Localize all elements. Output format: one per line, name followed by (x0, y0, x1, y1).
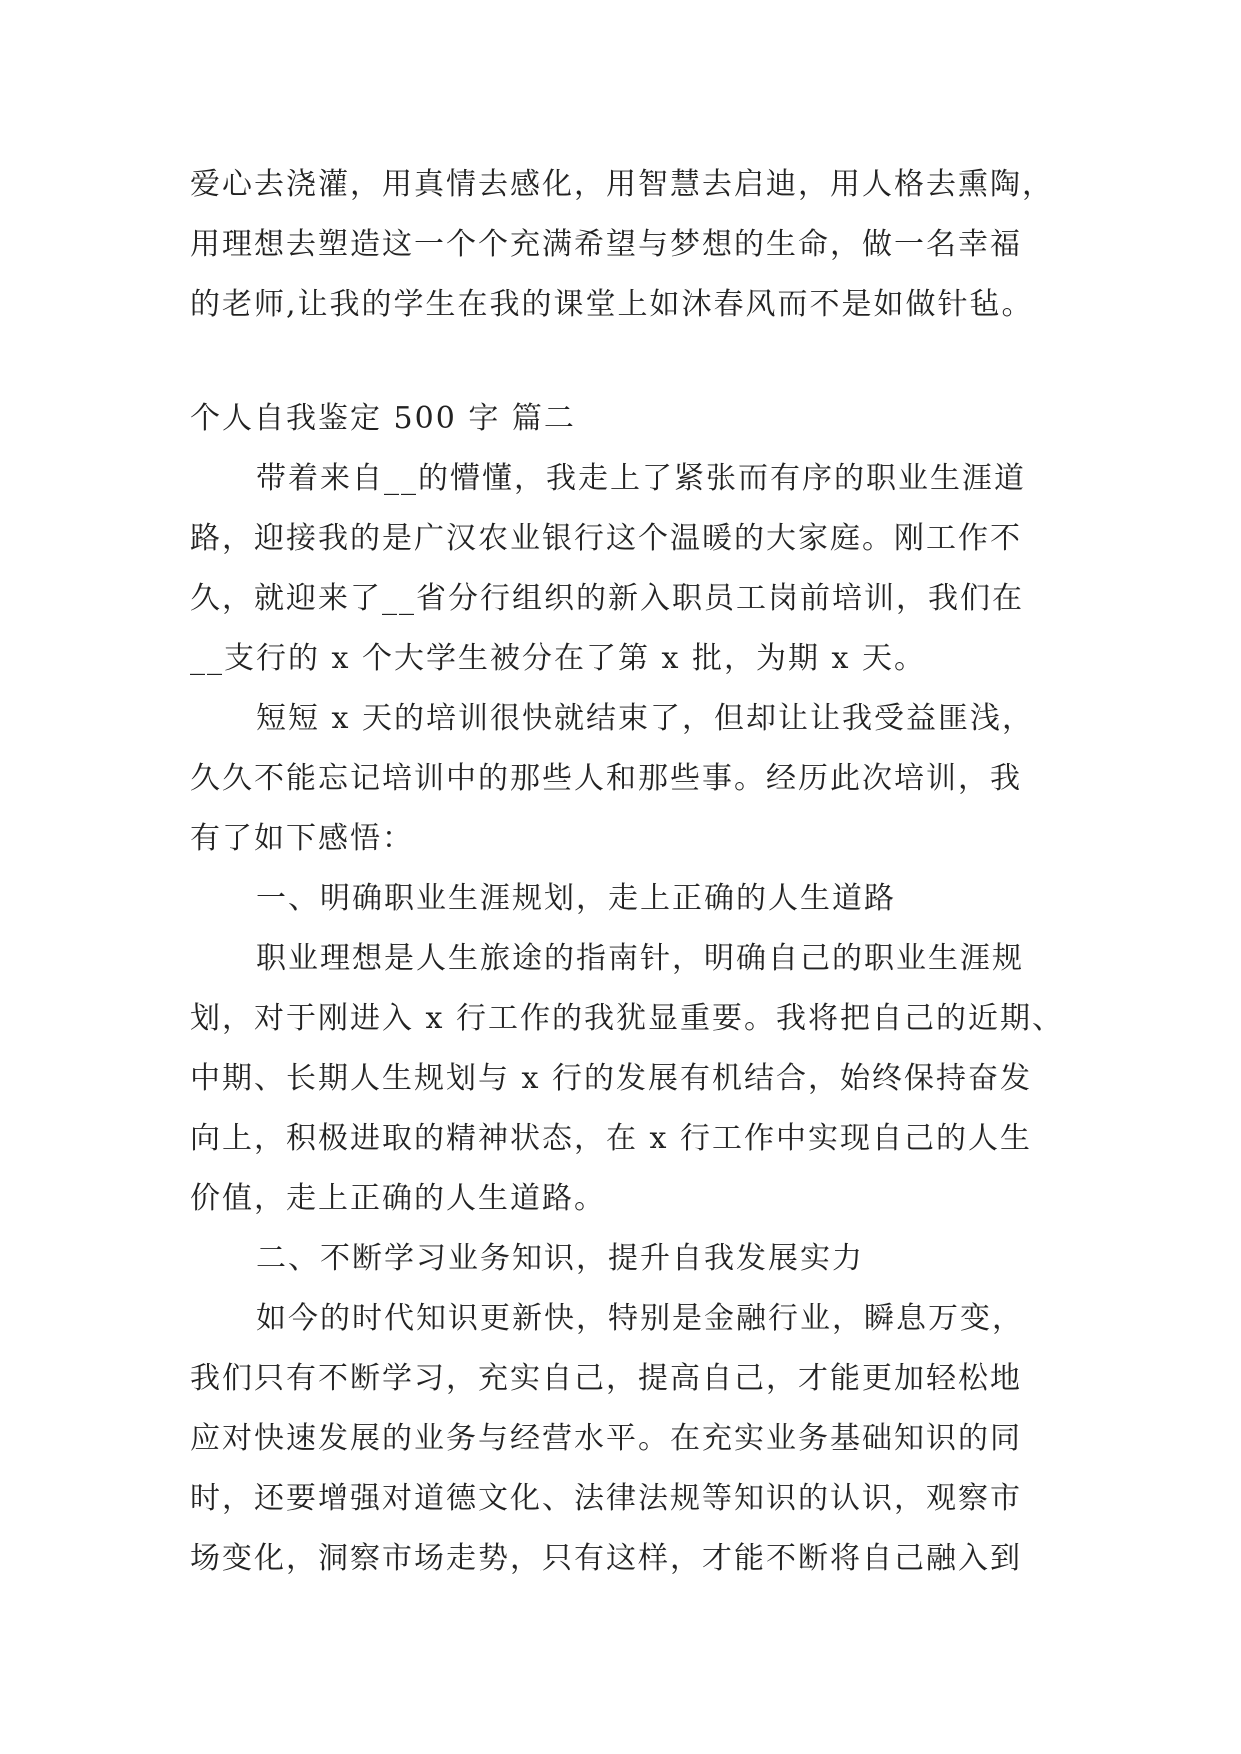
point2-title: 二、不断学习业务知识，提升自我发展实力 (256, 1241, 864, 1276)
point2-line-1: 如今的时代知识更新快，特别是金融行业，瞬息万变， (256, 1301, 1024, 1336)
point1-line-5: 价值，走上正确的人生道路。 (190, 1181, 606, 1216)
point2-line-3: 应对快速发展的业务与经营水平。在充实业务基础知识的同 (190, 1421, 1022, 1456)
section-title: 个人自我鉴定 500 字 篇二 (190, 401, 576, 436)
point1-line-2: 划，对于刚进入 x 行工作的我犹显重要。我将把自己的近期、 (190, 1001, 1064, 1036)
paragraph1-line-4: __支行的 x 个大学生被分在了第 x 批，为期 x 天。 (190, 641, 926, 676)
paragraph1-line-1: 带着来自__的懵懂，我走上了紧张而有序的职业生涯道 (256, 461, 1026, 496)
paragraph1-line-2: 路，迎接我的是广汉农业银行这个温暖的大家庭。刚工作不 (190, 521, 1022, 556)
intro-line-1: 爱心去浇灌，用真情去感化，用智慧去启迪，用人格去熏陶， (190, 167, 1054, 202)
point1-line-4: 向上，积极进取的精神状态，在 x 行工作中实现自己的人生 (190, 1121, 1032, 1156)
point2-line-4: 时，还要增强对道德文化、法律法规等知识的认识，观察市 (190, 1481, 1022, 1516)
paragraph1-line-3: 久，就迎来了__省分行组织的新入职员工岗前培训，我们在 (190, 581, 1024, 616)
point1-title: 一、明确职业生涯规划，走上正确的人生道路 (256, 881, 896, 916)
point1-line-3: 中期、长期人生规划与 x 行的发展有机结合，始终保持奋发 (190, 1061, 1032, 1096)
document-body (190, 155, 1064, 1589)
paragraph2-line-3: 有了如下感悟： (190, 821, 414, 856)
point2-line-5: 场变化，洞察市场走势，只有这样，才能不断将自己融入到 (190, 1541, 1022, 1576)
intro-line-3: 的老师,让我的学生在我的课堂上如沐春风而不是如做针毡。 (190, 287, 1034, 322)
point2-line-2: 我们只有不断学习，充实自己，提高自己，才能更加轻松地 (190, 1361, 1022, 1396)
intro-line-2: 用理想去塑造这一个个充满希望与梦想的生命，做一名幸福 (190, 227, 1022, 262)
point1-line-1: 职业理想是人生旅途的指南针，明确自己的职业生涯规 (256, 941, 1024, 976)
paragraph2-line-1: 短短 x 天的培训很快就结束了，但却让让我受益匪浅， (256, 701, 1034, 736)
paragraph2-line-2: 久久不能忘记培训中的那些人和那些事。经历此次培训，我 (190, 761, 1022, 796)
